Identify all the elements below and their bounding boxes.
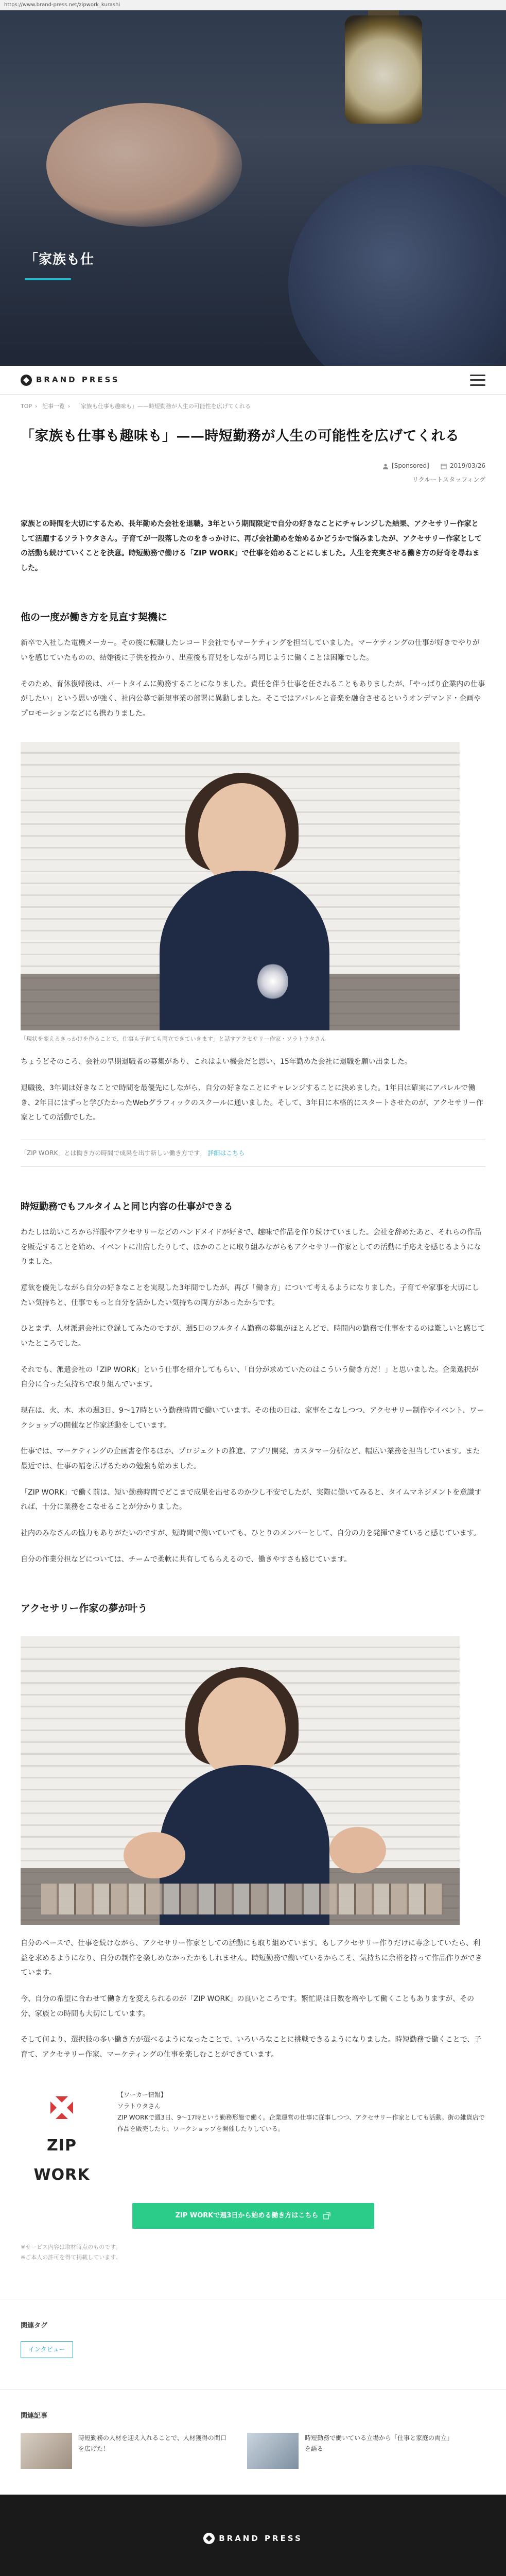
paragraph: わたしは幼いころから洋服やアクセサリーなどのハンドメイドが好きで、趣味で作品を作り続けていました。会社を辞めたあと、それらの作品を販売することを始め、イベントに出店したりして、ほかのことに取り組みながらもアクセサリー作家としての活動に手応えを感じるようになりました。 — [21, 1228, 481, 1266]
hero-title: 「家族も仕 — [25, 252, 95, 267]
zipwork-arrows-icon — [46, 2092, 77, 2123]
related-title: 時短勤務の人材を迎え入れることで、人材獲得の間口を広げた！ — [78, 2434, 226, 2452]
paragraph: 現在は、火、木、木の週3日、9～17時という勤務時間で働いています。その他の日は、家事をこなしつつ、アクセサリー制作やイベント、ワークショップの開催など作家活動をしています。 — [21, 1406, 484, 1430]
article-title: 「家族も仕事も趣味も」——時短勤務が人生の可能性を広げてくれる — [21, 428, 460, 444]
publish-date — [441, 460, 485, 472]
section-heading-3: アクセサリー作家の夢が叶う — [21, 1602, 148, 1614]
paragraph: 「ZIP WORK」で働く前は、短い勤務時間でどこまで成果を出せるのか少し不安でしたが、実際に働いてみると、タイムマネジメントを意識すれば、十分に業務をこなせることが分かりました。 — [21, 1488, 482, 1512]
site-footer — [0, 2495, 506, 2576]
related-article-2[interactable] — [247, 2433, 453, 2469]
zipwork-note — [21, 1140, 485, 1167]
calendar-icon — [441, 463, 447, 469]
tags-label: 関連タグ — [21, 2322, 48, 2330]
fineprint — [21, 2242, 485, 2263]
section-heading-2: 時短勤務でもフルタイムと同じ内容の仕事ができる — [21, 1201, 233, 1212]
zipwork-profile — [21, 2089, 485, 2190]
breadcrumb-list[interactable]: 記事一覧 — [42, 403, 65, 410]
hamburger-menu-icon[interactable] — [470, 375, 485, 386]
hero-photo-watch — [345, 15, 422, 124]
paragraph: そして何より、選択肢の多い働き方が選べるようになったことで、いろいろなことに挑戦できるようになりました。時短勤務で働くことで、子育て、アクセサリー作家、マーケティングの仕事を楽しむことができています。 — [21, 2036, 482, 2059]
browser-url-bar[interactable] — [0, 0, 506, 10]
cta-label: ZIP WORKで週3日から始める働き方はこちら — [175, 2212, 319, 2220]
publisher — [382, 460, 429, 472]
date-label: 2019/03/26 — [449, 462, 485, 470]
paragraph: 自分の作業分担などについては、チームで柔軟に共有してもらえるので、働きやすさも感じています。 — [21, 1555, 352, 1564]
brand-mark-icon — [21, 375, 32, 386]
article-lead: 家族との時間を大切にするため、長年勤めた会社を退職。3年という期間限定で自分の好きなことにチャレンジした結果、アクセサリー作家として活躍するソラトウタさん。子育てが一段落したのをきっかけに、再び会社勤めを始めるかどうかで悩みましたが、アクセサリー作家としての活動も続けていくことを決意。時短勤務で働ける「ZIP WORK」で仕事を始めることにしました。人生を充実させる働き方の好奇を尋ねました。 — [21, 520, 482, 573]
paragraph: 退職後、3年間は好きなことで時間を最優先にしながら、自分の好きなことにチャレンジすることに決めました。1年目は確実にアパレルで働き、2年目にはずっと学びたかったWebグラフィックのスクールに通いました。そして、3年目に本格的にスタートさせたのが、アクセサリー作家としての活動でした。 — [21, 1084, 483, 1122]
paragraph: 意欲を優先しながら自分の好きなことを実現した3年間でしたが、再び「働き方」について考えるようになりました。子育てや家事を大切にしたい気持ちと、仕事でもっと自分を活かしたい気持ちの両方があったからです。 — [21, 1283, 479, 1307]
article-author: リクルートスタッフィング — [412, 476, 485, 484]
photo-caption: 「現状を変えるきっかけを作ることで、仕事も子育ても両立できていきます」と話すアクセサリー作家・ソラトウタさん — [21, 1035, 326, 1042]
worker-description: ZIP WORKで週3日、9～17時という勤務形態で働く。企業運営の仕事に従事しつつ、アクセサリー作家としても活動。街の雑貨店で作品を販売したり、ワークショップを開催したりしている。 — [117, 2114, 485, 2133]
related-thumbnail — [247, 2433, 299, 2469]
site-header — [0, 366, 506, 395]
worker-info-title: 【ワーカー情報】 — [117, 2091, 167, 2098]
footer-brand-name: BRAND PRESS — [219, 2533, 303, 2543]
paragraph: そのため、育休復帰後は、パートタイムに勤務することになりました。責任を伴う仕事を任されることもありましたが、「やっぱり企業内の仕事がしたい」という思いが強く、社内公募で新規事業の部署に異動しました。そこではアパレルと音楽を融合させるというオンデマンド・企画やプロモーションなどにも携わりました。 — [21, 680, 485, 718]
breadcrumb-top[interactable]: TOP — [21, 403, 32, 410]
hero-underline — [25, 278, 71, 280]
hero-photo-hand — [46, 103, 242, 227]
hero-banner — [0, 10, 506, 366]
brand-mark-icon — [203, 2533, 215, 2544]
breadcrumb: TOP › 記事一覧 › 「家族も仕事も趣味も」——時短勤務が人生の可能性を広げてくれる — [21, 403, 251, 410]
brand-logo[interactable] — [21, 372, 120, 387]
paragraph: それでも、派遣会社の「ZIP WORK」という仕事を紹介してもらい、「自分が求めていたのはこういう働き方だ！」と思いました。企業選択が自分に合った気持ちで取り組んでいます。 — [21, 1365, 479, 1389]
related-title: 時短勤務で働いている立場から「仕事と家庭の両立」を語る — [305, 2434, 453, 2452]
paragraph: ちょうどそのころ、会社の早期退職者の募集があり、これはよい機会だと思い、15年勤めた会社に退職を願い出ました。 — [21, 1058, 412, 1066]
worker-info — [117, 2089, 485, 2135]
brand-name: BRAND PRESS — [36, 375, 120, 385]
paragraph: ひとまず、人材派遣会社に登録してみたのですが、週5日のフルタイム勤務の募集がほとんどで、時間内の勤務で仕事をするのは難しいと感じていたところでした。 — [21, 1325, 485, 1348]
brooch-image — [257, 963, 288, 999]
paragraph: 社内のみなさんの協力もありがたいのですが、短時間で働いていても、ひとりのメンバーとして、自分の力を発揮できていると感じています。 — [21, 1529, 481, 1538]
user-icon — [382, 463, 389, 469]
publisher-label: [Sponsored] — [392, 462, 429, 470]
tag-interview[interactable]: インタビュー — [21, 2341, 73, 2358]
paragraph: 仕事では、マーケティングの企画書を作るほか、プロジェクトの推進、アプリ開発、カスタマー分析など、幅広い業務を担当しています。また最近では、仕事の幅を広げるための勉強も始めました。 — [21, 1447, 480, 1471]
breadcrumb-current: 「家族も仕事も趣味も」——時短勤務が人生の可能性を広げてくれる — [75, 403, 251, 410]
hero-photo-fabric — [288, 165, 506, 366]
zipwork-logo — [21, 2089, 103, 2190]
interview-photo-2 — [21, 1636, 460, 1925]
article — [0, 426, 506, 2263]
note-text: 「ZIP WORK」とは働き方の時間で成果を出す新しい働き方です。 — [21, 1149, 206, 1157]
article-meta — [21, 460, 485, 472]
url-text: https://www.brand-press.net/zipwork_kurashi — [4, 2, 120, 8]
paragraph: 今、自分の希望に合わせて働き方を変えられるのが「ZIP WORK」の良いところです。繁忙期は日数を増やして働くこともありますが、その分、家族との時間も大切にしています。 — [21, 1995, 475, 2018]
related-article-1[interactable] — [21, 2433, 226, 2469]
external-link-icon — [323, 2212, 330, 2219]
related-articles — [0, 2389, 506, 2495]
fineprint-1: ※サービス内容は取材時点のものです。 — [21, 2244, 121, 2251]
paragraph: 新卒で入社した電機メーカー。その後に転職したレコード会社でもマーケティングを担当していました。マーケティングの仕事が好きでやりがいを感じていたものの、結婚後に子供を授かり、出産後も育児をしながら同じように働くことは困難でした。 — [21, 639, 480, 662]
zipwork-cta-button[interactable] — [132, 2203, 374, 2229]
fineprint-2: ※ご本人の許可を得て掲載しています。 — [21, 2254, 121, 2261]
interview-photo-1 — [21, 742, 460, 1030]
footer-brand-logo[interactable] — [203, 2531, 303, 2546]
related-thumbnail — [21, 2433, 72, 2469]
paragraph: 自分のペースで、仕事を続けながら、アクセサリー作家としての活動にも取り組めています。もしアクセサリー作りだけに専念していたら、利益を求めるようになり、自分の制作を楽しめなかったかもしれません。時短勤務で働いているからこそ、気持ちに余裕を持って作品作りができています。 — [21, 1939, 482, 1977]
related-label: 関連記事 — [21, 2412, 48, 2420]
accessories-table — [41, 1884, 443, 1914]
tags-section — [0, 2299, 506, 2358]
note-detail-link[interactable]: 詳細はこちら — [207, 1149, 245, 1157]
worker-name: ソラトウタさん — [117, 2103, 161, 2110]
section-heading-1: 他の一度が働き方を見直す契機に — [21, 611, 168, 623]
zipwork-logo-text: ZIP WORK — [33, 2137, 90, 2184]
